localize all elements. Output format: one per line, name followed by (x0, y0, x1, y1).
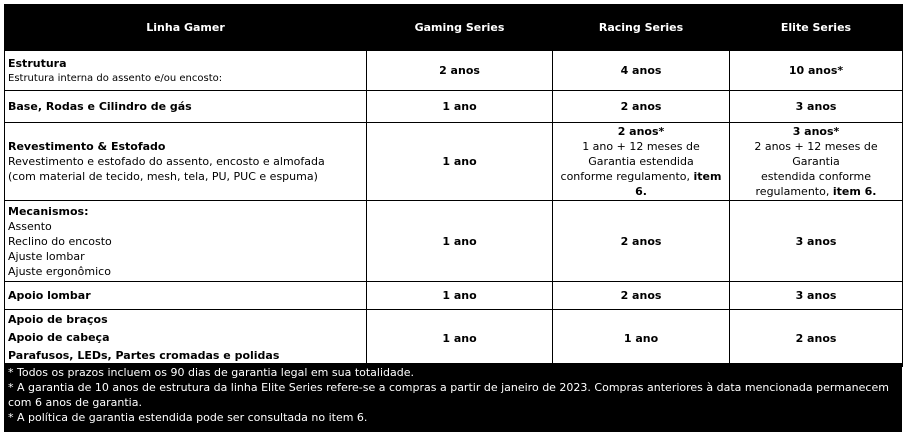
row-label-revestimento (5, 123, 367, 201)
cell-racing: 1 ano (553, 310, 730, 367)
elite-years: 3 anos* (792, 125, 840, 138)
row-label-apoios (5, 310, 367, 367)
elite-detail: 2 anos + 12 meses de Garantia (754, 140, 878, 168)
footnote: * A garantia de 10 anos de estrutura da linha Elite Series refere-se a compras a partir de janeiro de 2023. Compras anteriores à data mencionada permanecem com 6 anos de garantia. (8, 381, 889, 409)
cell-elite: 10 anos* (730, 51, 903, 91)
cell-elite: 2 anos (730, 310, 903, 367)
cell-gaming: 1 ano (367, 123, 553, 201)
header-elite: Elite Series (730, 5, 903, 51)
cell-racing: 2 anos (553, 282, 730, 310)
row-title: Apoio lombar (8, 289, 91, 302)
row-label-base (5, 91, 367, 123)
list-item: Reclino do encosto (8, 234, 112, 248)
table-row (5, 201, 903, 282)
cell-elite: 3 anos (730, 91, 903, 123)
row-description: Estrutura interna do assento e/ou encosto: (8, 72, 223, 84)
footnotes-box (4, 363, 902, 432)
row-title: Parafusos, LEDs, Partes cromadas e polidas (8, 349, 280, 362)
cell-racing: 2 anos (553, 91, 730, 123)
racing-detail: 1 ano + 12 meses de (582, 140, 700, 153)
row-title: Apoio de braços (8, 313, 108, 326)
header-row (5, 5, 903, 51)
row-title: Apoio de cabeça (8, 331, 110, 344)
cell-gaming: 1 ano (367, 310, 553, 367)
row-label-mecanismos (5, 201, 367, 282)
racing-detail: conforme regulamento, (560, 170, 690, 183)
list-item: Ajuste lombar (8, 249, 85, 263)
elite-item-ref: item 6. (832, 185, 877, 198)
footnote: * Todos os prazos incluem os 90 dias de garantia legal em sua totalidade. (8, 366, 415, 379)
header-line: Linha Gamer (5, 5, 367, 51)
cell-gaming: 2 anos (367, 51, 553, 91)
racing-item-ref: item 6. (635, 170, 722, 198)
cell-racing: 2 anos (553, 201, 730, 282)
row-title: Revestimento & Estofado (8, 140, 166, 153)
row-title: Estrutura (8, 56, 67, 70)
elite-detail-last (732, 184, 900, 199)
header-gaming: Gaming Series (367, 5, 553, 51)
row-description-line: (com material de tecido, mesh, tela, PU, PUC e espuma) (8, 170, 318, 183)
row-label-estrutura (5, 51, 367, 91)
row-title: Mecanismos: (8, 204, 89, 218)
warranty-table (4, 4, 903, 367)
elite-detail: estendida conforme (761, 170, 871, 183)
cell-elite (730, 123, 903, 201)
table-row (5, 123, 903, 201)
warranty-table-container (4, 4, 902, 367)
footnote: * A política de garantia estendida pode ser consultada no item 6. (8, 411, 368, 424)
row-title: Base, Rodas e Cilindro de gás (8, 100, 192, 113)
racing-detail: Garantia estendida (588, 155, 694, 168)
table-row (5, 91, 903, 123)
row-label-apoio-lombar (5, 282, 367, 310)
racing-years: 2 anos* (617, 125, 665, 138)
header-racing: Racing Series (553, 5, 730, 51)
elite-detail: regulamento, (755, 185, 830, 198)
cell-gaming: 1 ano (367, 201, 553, 282)
list-item: Assento (8, 219, 52, 233)
cell-elite: 3 anos (730, 201, 903, 282)
table-row (5, 310, 903, 367)
cell-gaming: 1 ano (367, 282, 553, 310)
cell-elite: 3 anos (730, 282, 903, 310)
cell-gaming: 1 ano (367, 91, 553, 123)
table-row (5, 51, 903, 91)
row-description-line: Revestimento e estofado do assento, encosto e almofada (8, 155, 325, 168)
racing-detail-last (555, 169, 727, 199)
cell-racing (553, 123, 730, 201)
list-item: Ajuste ergonômico (8, 264, 111, 278)
table-row (5, 282, 903, 310)
cell-racing: 4 anos (553, 51, 730, 91)
